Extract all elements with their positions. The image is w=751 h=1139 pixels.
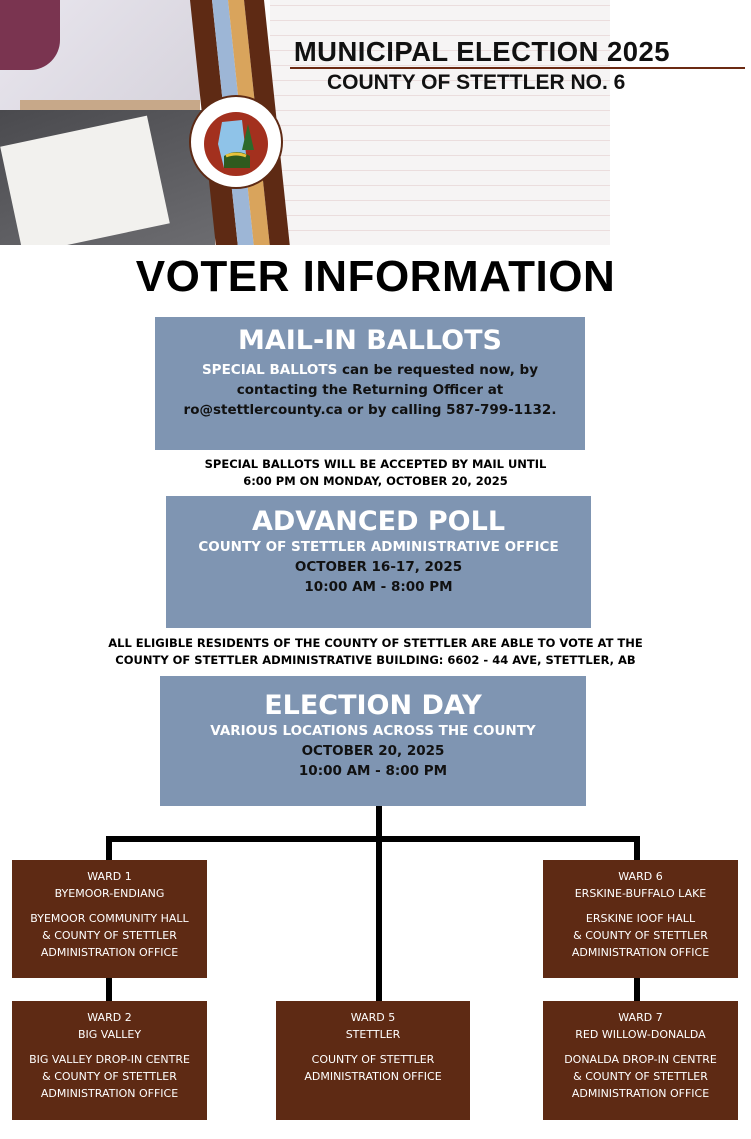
- election-day-location: VARIOUS LOCATIONS ACROSS THE COUNTY: [210, 723, 536, 739]
- ward-location: & COUNTY OF STETTLER: [42, 1070, 177, 1083]
- ward-location: ERSKINE IOOF HALL: [585, 912, 696, 925]
- advanced-poll-box: [166, 496, 591, 628]
- ward-name: ERSKINE-BUFFALO LAKE: [574, 887, 707, 900]
- eligibility-line2: COUNTY OF STETTLER ADMINISTRATIVE BUILDING: 6602 - 44 AVE, STETTLER, AB: [115, 653, 636, 667]
- ward-location: ADMINISTRATION OFFICE: [40, 946, 179, 959]
- ward-location: & COUNTY OF STETTLER: [42, 929, 177, 942]
- header-banner: [0, 0, 751, 245]
- connector-line: [106, 836, 112, 862]
- ward-5-box: [276, 1001, 470, 1120]
- ward-number: WARD 7: [618, 1011, 663, 1024]
- ward-location: & COUNTY OF STETTLER: [573, 929, 708, 942]
- mail-in-title: MAIL-IN BALLOTS: [237, 325, 502, 356]
- advanced-poll-title: ADVANCED POLL: [251, 506, 506, 537]
- mail-in-contact: ro@stettlercounty.ca or by calling 587-799-1132.: [183, 402, 557, 418]
- ward-name: BIG VALLEY: [77, 1028, 142, 1041]
- title-divider: [290, 67, 745, 69]
- ward-number: WARD 6: [618, 870, 663, 883]
- page-title: VOTER INFORMATION: [135, 252, 616, 301]
- connector-line: [106, 976, 112, 1002]
- ward-7-box: [543, 1001, 738, 1120]
- ward-location: DONALDA DROP-IN CENTRE: [564, 1053, 717, 1066]
- election-day-hours: 10:00 AM - 8:00 PM: [298, 763, 448, 779]
- connector-line: [106, 836, 640, 842]
- ward-name: RED WILLOW-DONALDA: [575, 1028, 706, 1041]
- ward-location: ADMINISTRATION OFFICE: [571, 1087, 710, 1100]
- connector-line: [634, 976, 640, 1002]
- connector-line: [634, 836, 640, 862]
- eligibility-line1: ALL ELIGIBLE RESIDENTS OF THE COUNTY OF STETTLER ARE ABLE TO VOTE AT THE: [108, 636, 643, 650]
- election-title: MUNICIPAL ELECTION 2025: [293, 36, 671, 67]
- election-day-date: OCTOBER 20, 2025: [301, 743, 445, 759]
- advanced-poll-location: COUNTY OF STETTLER ADMINISTRATIVE OFFICE: [198, 539, 559, 555]
- ward-location: ADMINISTRATION OFFICE: [304, 1070, 442, 1083]
- ward-name: STETTLER: [345, 1028, 401, 1041]
- special-ballots-highlight: SPECIAL BALLOTS: [201, 362, 338, 378]
- ward-location: & COUNTY OF STETTLER: [573, 1070, 708, 1083]
- ward-name: BYEMOOR-ENDIANG: [54, 887, 165, 900]
- advanced-poll-hours: 10:00 AM - 8:00 PM: [304, 579, 453, 595]
- election-day-title: ELECTION DAY: [264, 690, 482, 721]
- advanced-poll-dates: OCTOBER 16-17, 2025: [294, 559, 463, 575]
- county-subtitle: COUNTY OF STETTLER NO. 6: [327, 71, 626, 94]
- ward-1-box: [12, 860, 207, 978]
- ward-location: ADMINISTRATION OFFICE: [571, 946, 710, 959]
- election-day-box: [160, 676, 586, 806]
- mail-in-line2: contacting the Returning Officer at: [236, 382, 504, 398]
- ward-6-box: [543, 860, 738, 978]
- county-seal-logo: [188, 94, 284, 190]
- mail-deadline-line2: 6:00 PM ON MONDAY, OCTOBER 20, 2025: [243, 474, 508, 488]
- ward-location: COUNTY OF STETTLER: [311, 1053, 435, 1066]
- ward-number: WARD 1: [87, 870, 132, 883]
- ward-2-box: [12, 1001, 207, 1120]
- mail-in-line1: can be requested now, by: [337, 362, 539, 378]
- ward-location: BYEMOOR COMMUNITY HALL: [30, 912, 189, 925]
- mail-deadline-line1: SPECIAL BALLOTS WILL BE ACCEPTED BY MAIL UNTIL: [204, 457, 547, 471]
- ward-number: WARD 2: [87, 1011, 132, 1024]
- ward-location: BIG VALLEY DROP-IN CENTRE: [29, 1053, 190, 1066]
- voter-arm: [0, 0, 60, 70]
- mail-in-ballots-box: [155, 317, 585, 450]
- ward-number: WARD 5: [350, 1011, 396, 1024]
- ward-location: ADMINISTRATION OFFICE: [40, 1087, 179, 1100]
